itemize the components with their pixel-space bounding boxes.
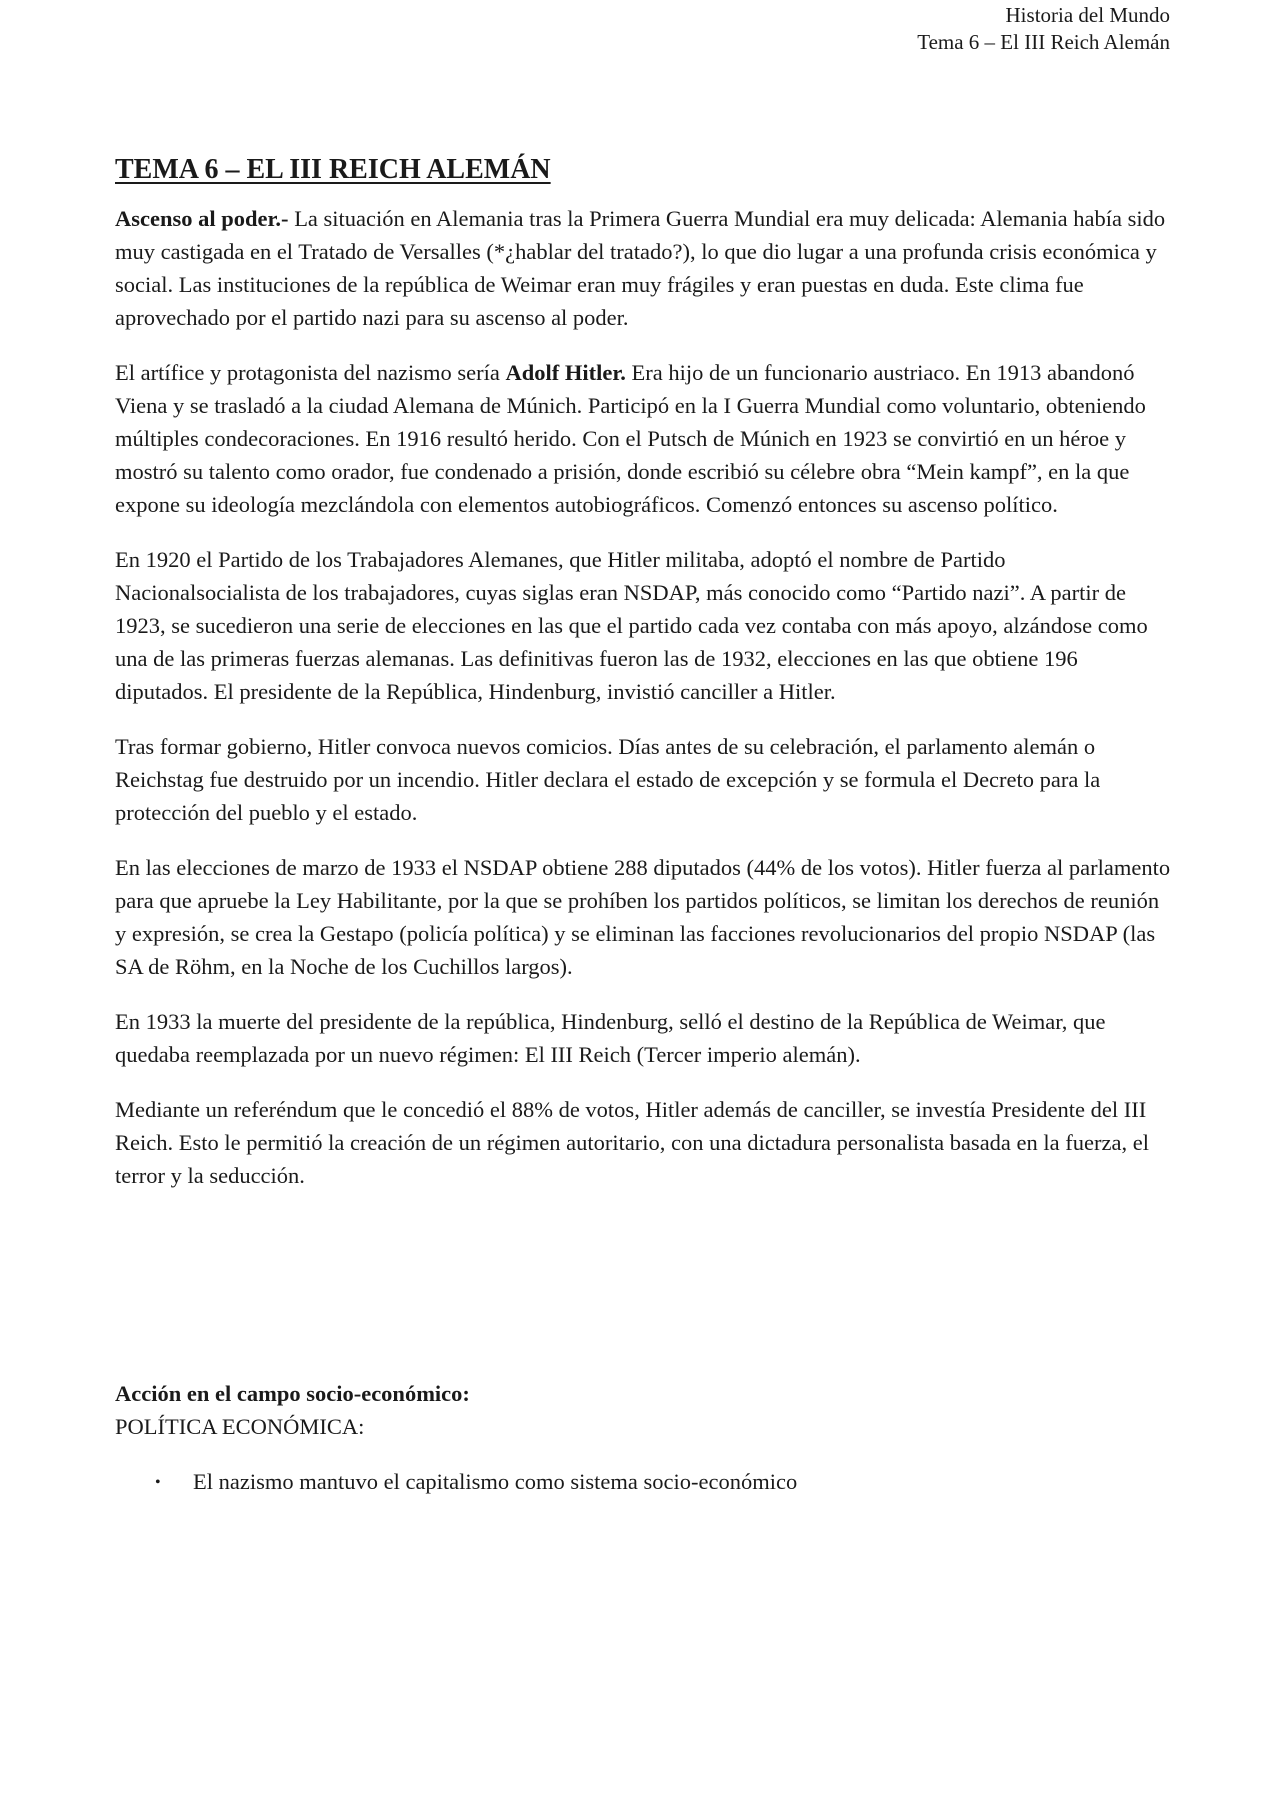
paragraph-text: La situación en Alemania tras la Primera Guerra Mundial era muy delicada: Alemania había sido muy castigada en el Tratado de Versalles (*¿hablar del tratado?), lo que dio lugar a una profunda crisis económica y social. Las instituciones de la república de Weimar eran muy frágiles y eran puestas en duda. Este clima fue aprovechado por el partido nazi para su ascenso al poder. [115,206,1166,330]
page-header [917,2,1170,56]
paragraph-text-pre: El artífice y protagonista del nazismo sería [115,360,506,385]
paragraph-text-post: Era hijo de un funcionario austriaco. En 1913 abandonó Viena y se trasladó a la ciudad Alemana de Múnich. Participó en la I Guerra Mundial como voluntario, obteniendo múltiples condecoraciones. En 1916 resultó herido. Con el Putsch de Múnich en 1923 se convirtió en un héroe y mostró su talento como orador, fue condenado a prisión, donde escribió su célebre obra “Mein kampf”, en la que expone su ideología mezclándola con elementos autobiográficos. Comenzó entonces su ascenso político. [115,360,1146,517]
section-subheading-politica-economica: POLÍTICA ECONÓMICA: [115,1414,365,1439]
paragraph-elecciones-1933: En las elecciones de marzo de 1933 el NSDAP obtiene 288 diputados (44% de los votos). Hitler fuerza al parlamento para que apruebe la Ley Habilitante, por la que se prohíben los partidos políticos, se limitan los derechos de reunión y expresión, se crea la Gestapo (policía política) y se eliminan las facciones revolucionarios del propio NSDAP (las SA de Röhm, en la Noche de los Cuchillos largos). [115,855,1171,979]
spacer [115,1214,1175,1377]
header-subject: Historia del Mundo [1005,3,1170,27]
paragraph-comicios: Tras formar gobierno, Hitler convoca nuevos comicios. Días antes de su celebración, el parlamento alemán o Reichstag fue destruido por un incendio. Hitler declara el estado de excepción y se formula el Decreto para la protección del pueblo y el estado. [115,734,1101,825]
hitler-name: Adolf Hitler. [505,360,626,385]
paragraph-referendum: Mediante un referéndum que le concedió el 88% de votos, Hitler además de canciller, se investía Presidente del III Reich. Esto le permitió la creación de un régimen autoritario, con una dictadura personalista basada en la fuerza, el terror y la seducción. [115,1097,1149,1188]
document-title: TEMA 6 – EL III REICH ALEMÁN [115,154,551,185]
document-body [115,150,1175,1498]
section-heading-socio-economico: Acción en el campo socio-económico: [115,1381,470,1406]
paragraph-nsdap: En 1920 el Partido de los Trabajadores Alemanes, que Hitler militaba, adoptó el nombre de Partido Nacionalsocialista de los trabajadores, cuyas siglas eran NSDAP, más conocido como “Partido nazi”. A partir de 1923, se sucedieron una serie de elecciones en las que el partido cada vez contaba con más apoyo, alzándose como una de las primeras fuerzas alemanas. Las definitivas fueron las de 1932, elecciones en las que obtiene 196 diputados. El presidente de la República, Hindenburg, invistió canciller a Hitler. [115,547,1148,704]
header-topic: Tema 6 – El III Reich Alemán [917,30,1170,54]
bullet-list [115,1465,1175,1498]
paragraph-hindenburg: En 1933 la muerte del presidente de la república, Hindenburg, selló el destino de la República de Weimar, que quedaba reemplazada por un nuevo régimen: El III Reich (Tercer imperio alemán). [115,1009,1106,1067]
paragraph-ascenso [115,202,1175,334]
list-item: • El nazismo mantuvo el capitalismo como sistema socio-económico [193,1465,1175,1498]
paragraph-hitler [115,356,1175,521]
paragraph-lead: Ascenso al poder.- [115,206,289,231]
